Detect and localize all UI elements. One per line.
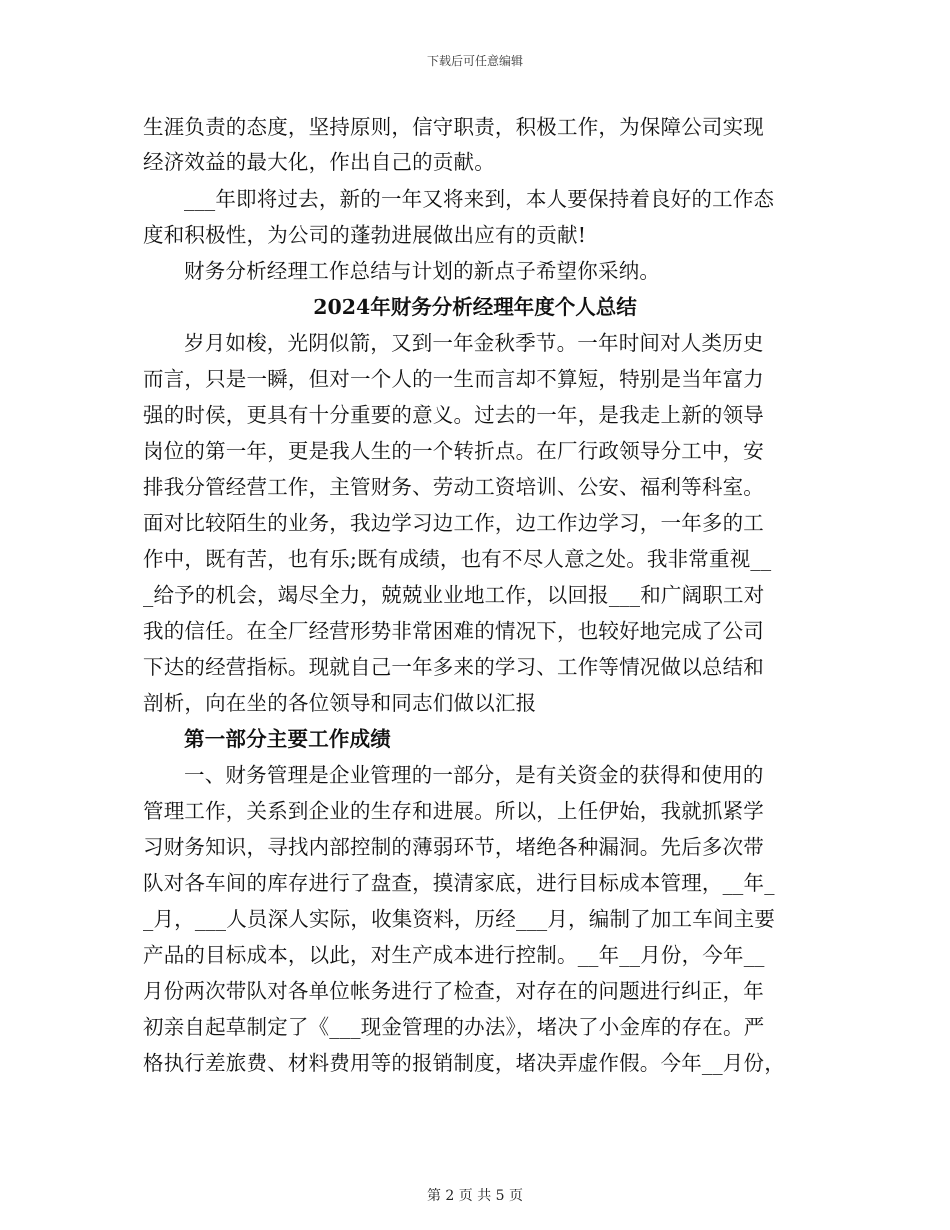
text-line: 生涯负责的态度，坚持原则，信守职责，积极工作，为保障公司实现: [143, 115, 764, 139]
text-line: _月，___人员深人实际，收集资料，历经___月，编制了加工车间主要: [143, 907, 776, 931]
text-line: 度和积极性，为公司的蓬勃进展做出应有的贡献!: [143, 223, 587, 247]
text-line: 强的时侯，更具有十分重要的意义。过去的一年，是我走上新的领导: [143, 403, 764, 427]
text-line: ___年即将过去，新的一年又将来到，本人要保持着良好的工作态: [184, 187, 775, 211]
text-line: 我的信任。在全厂经营形势非常困难的情况下，也较好地完成了公司: [143, 619, 764, 643]
text-line: 经济效益的最大化，作出自己的贡献。: [143, 150, 495, 174]
section-title: 2024年财务分析经理年度个人总结: [313, 295, 637, 319]
text-line: 岗位的第一年，更是我人生的一个转折点。在厂行政领导分工中，安: [143, 439, 764, 463]
text-line: 管理工作，关系到企业的生存和进展。所以，上任伊始，我就抓紧学: [143, 799, 764, 823]
text-line: 初亲自起草制定了《___现金管理的办法》，堵决了小金库的存在。严: [143, 1015, 765, 1039]
text-line: 下达的经营指标。现就自己一年多来的学习、工作等情况做以总结和: [143, 655, 764, 679]
text-line: 而言，只是一瞬，但对一个人的一生而言却不算短，特别是当年富力: [143, 367, 764, 391]
text-line: 作中，既有苦，也有乐;既有成绩，也有不尽人意之处。我非常重视__: [143, 547, 772, 571]
text-line: 剖析，向在坐的各位领导和同志们做以汇报: [143, 691, 537, 715]
text-line: 习财务知识，寻找内部控制的薄弱环节，堵绝各种漏洞。先后多次带: [143, 835, 764, 859]
page-footer: 第 2 页 共 5 页: [426, 1188, 524, 1204]
text-line: _给予的机会，竭尽全力，兢兢业业地工作，以回报___和广阔职工对: [143, 583, 765, 607]
text-line: 面对比较陌生的业务，我边学习边工作，边工作边学习，一年多的工: [143, 511, 764, 535]
section-heading: 第一部分主要工作成绩: [184, 727, 391, 751]
text-line: 一、财务管理是企业管理的一部分，是有关资金的获得和使用的: [184, 763, 764, 787]
text-line: 队对各车间的库存进行了盘查，摸清家底，进行目标成本管理，__年_: [143, 871, 775, 895]
text-line: 岁月如梭，光阴似箭，又到一年金秋季节。一年时间对人类历史: [184, 331, 764, 355]
text-line: 财务分析经理工作总结与计划的新点子希望你采纳。: [184, 259, 661, 283]
text-line: 格执行差旅费、材料费用等的报销制度，堵决弄虚作假。今年__月份，: [143, 1051, 785, 1075]
page-header: 下载后可任意编辑: [426, 54, 523, 68]
text-line: 产品的目标成本，以此，对生产成本进行控制。__年__月份，今年__: [143, 943, 765, 967]
text-line: 排我分管经营工作，主管财务、劳动工资培训、公安、福利等科室。: [143, 475, 764, 499]
text-line: 月份两次带队对各单位帐务进行了检查，对存在的问题进行纠正，年: [143, 979, 764, 1003]
